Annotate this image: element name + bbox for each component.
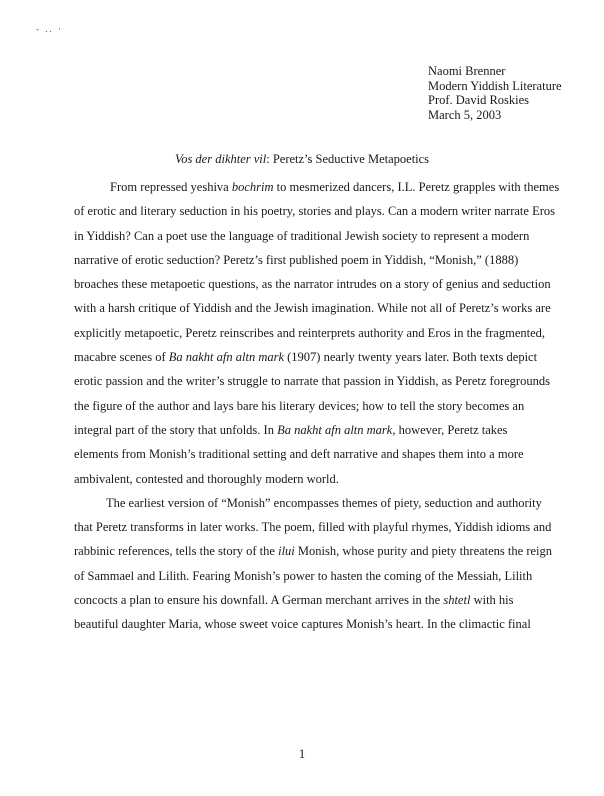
text-segment: the figure of the author and lays bare his literary devices; how to tell the story becomes an: [74, 398, 525, 413]
text-segment: narrative of erotic seduction? Peretz’s first published poem in Yiddish, “Monish,” (1888): [74, 252, 519, 267]
text-line: [74, 564, 550, 588]
text-segment: with his: [470, 593, 514, 608]
text-segment: The earliest version of “Monish” encompasses themes of piety, seduction and authority: [106, 495, 542, 510]
text-line: [74, 272, 550, 296]
author-name: Naomi Brenner: [428, 64, 506, 78]
italic-term: Ba nakht afn altn mark: [277, 422, 393, 437]
text-segment: , however, Peretz takes: [392, 422, 508, 437]
text-segment: concocts a plan to ensure his downfall. A German merchant arrives in the: [74, 593, 444, 608]
paper-title: [0, 152, 604, 167]
text-line: [74, 175, 560, 199]
paragraph-2: [74, 491, 553, 637]
text-line: [74, 612, 550, 636]
text-line: [74, 442, 550, 466]
text-line: [74, 321, 550, 345]
text-segment: broaches these metapoetic questions, as the narrator intrudes on a story of genius and seduction: [74, 277, 551, 292]
italic-term: shtetl: [443, 593, 471, 608]
text-segment: rabbinic references, tells the story of the: [74, 544, 279, 559]
text-line: [74, 467, 550, 491]
date: March 5, 2003: [428, 107, 502, 122]
paragraph-1: [74, 175, 560, 491]
text-line: [74, 394, 550, 418]
text-segment: to mesmerized dancers, I.L. Peretz grapples with themes: [273, 180, 560, 194]
text-segment: integral part of the story that unfolds. In: [74, 422, 278, 437]
text-line: [74, 515, 550, 539]
text-line: [74, 588, 550, 612]
page-number: 1: [298, 747, 306, 761]
title-italic: Vos der dikhter vil: [174, 152, 267, 166]
text-segment: with a harsh critique of Yiddish and the Jewish imagination. While not all of Peretz’s works are: [74, 301, 551, 316]
text-segment: of erotic and literary seduction in his poetry, stories and plays. Can a modern writer narrate Eros: [74, 204, 555, 219]
body-text: [74, 175, 560, 637]
italic-term: Ba nakht afn altn mark: [168, 350, 285, 365]
text-segment: ambivalent, contested and thoroughly modern world.: [74, 471, 339, 486]
text-line: [74, 296, 550, 320]
text-line: [74, 199, 555, 223]
text-line: [74, 491, 550, 515]
text-line: [74, 369, 550, 393]
italic-term: bochrim: [231, 180, 274, 194]
text-segment: beautiful daughter Maria, whose sweet voice captures Monish’s heart. In the climactic final: [74, 617, 531, 632]
author-block: [428, 64, 562, 122]
text-line: [74, 418, 550, 442]
text-segment: of Sammael and Lilith. Fearing Monish’s power to hasten the coming of the Messiah, Lilith: [74, 568, 533, 583]
text-segment: Monish, whose purity and piety threatens the reign: [294, 544, 553, 559]
course-name: Modern Yiddish Literature: [428, 78, 562, 93]
text-line: [74, 539, 553, 563]
text-segment: that Peretz transforms in later works. The poem, filled with playful rhymes, Yiddish idioms and: [74, 520, 552, 535]
title-rest: : Peretz’s Seductive Metapoetics: [266, 152, 430, 166]
text-segment: in Yiddish? Can a poet use the language of traditional Jewish society to represent a modern: [74, 228, 530, 243]
text-line: [74, 345, 550, 369]
text-line: [74, 224, 550, 248]
professor-name: Prof. David Roskies: [428, 93, 530, 107]
italic-term: ilui: [278, 544, 295, 559]
text-segment: (1907) nearly twenty years later. Both texts depict: [284, 350, 538, 365]
text-segment: macabre scenes of: [74, 350, 169, 365]
text-segment: From repressed yeshiva: [110, 180, 232, 194]
text-line: [74, 248, 550, 272]
text-segment: erotic passion and the writer’s struggle to narrate that passion in Yiddish, as Peretz foregrounds: [74, 374, 550, 389]
text-segment: elements from Monish’s traditional setting and deft narrative and shapes them into a more: [74, 447, 524, 462]
text-segment: explicitly metapoetic, Peretz reinscribes and reinterprets authority and Eros in the fragmented,: [74, 325, 546, 340]
corner-mark: - .. ·: [36, 24, 63, 34]
